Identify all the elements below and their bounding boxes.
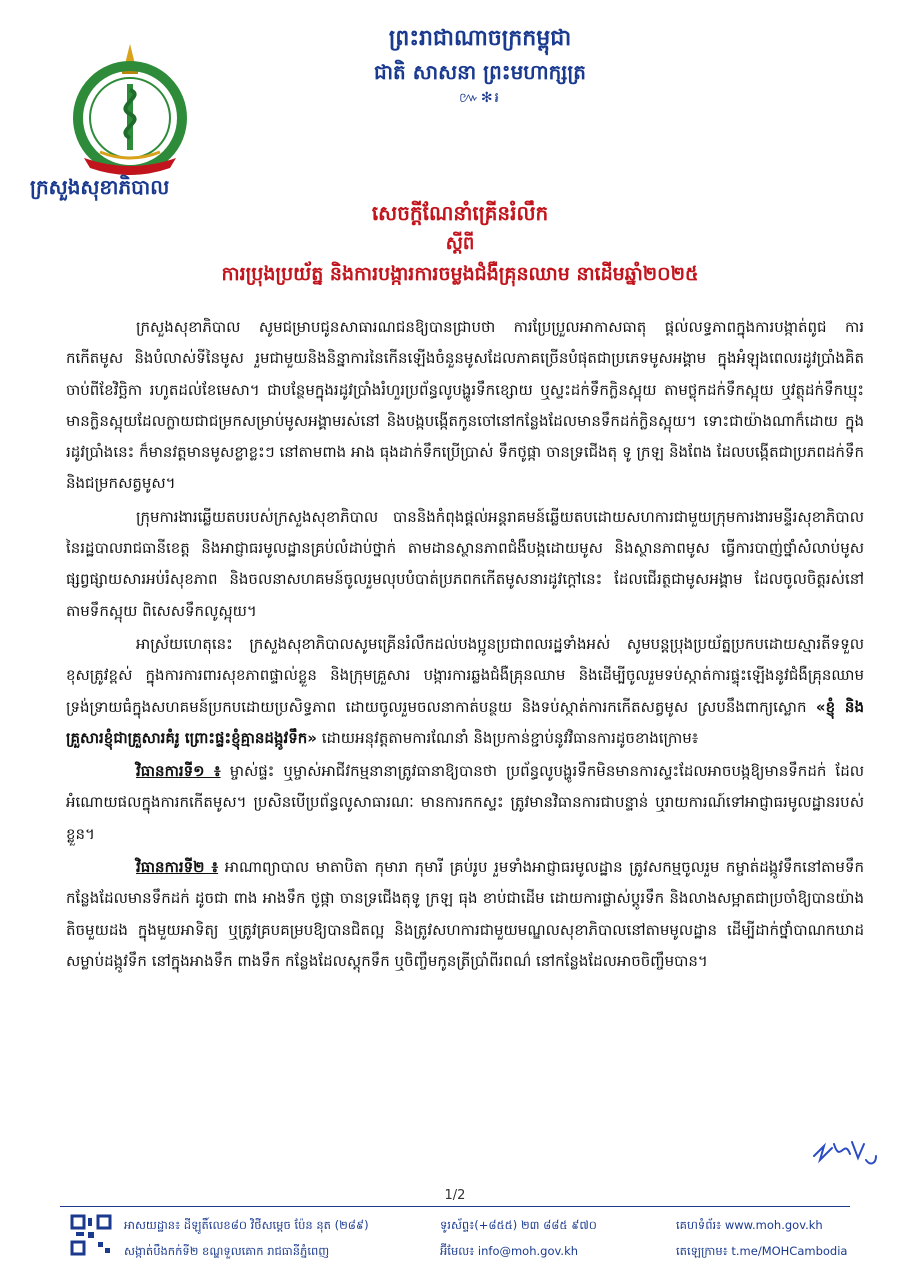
ministry-name: ក្រសួងសុខាភិបាល bbox=[30, 175, 170, 199]
handwritten-initials bbox=[810, 1134, 880, 1174]
paragraph-3-text: អាស្រ័យហេតុនេះ ក្រសួងសុខាភិបាលសូមគ្រើនរំលឹកដល់បងប្អូនប្រជាពលរដ្ឋទាំងអស់ សូមបន្តប្រុងប្រយ័ត្នប្រកបដោយស្មារតីទទួលខុសត្រូវខ្ពស់ ក្នុងការការពារសុខភាពផ្ទាល់ខ្លួន និងក្រុមគ្រួសារ បង្ការការឆ្លងជំងឺគ្រុនឈាម និងដើម្បីចូលរួមទប់ស្កាត់ការផ្ទុះឡើងនូវជំងឺគ្រុនឈាមទ្រង់ទ្រាយធំក្នុងសហគមន៍ប្រកបដោយប្រសិទ្ធភាព ដោយចូលរួមចលនាកាត់បន្ថយ និងទប់ស្កាត់ការកកើតសត្វមូស ស្របនឹងពាក្យស្លោក bbox=[66, 634, 864, 716]
document-subject-label: ស្ដីពី bbox=[445, 233, 475, 254]
footer-divider bbox=[60, 1206, 850, 1207]
ministry-logo-emblem bbox=[60, 40, 200, 180]
paragraph-1: ក្រសួងសុខាភិបាល សូមជម្រាបជូនសាធារណជនឱ្យបានជ្រាបថា ការប្រែប្រួលអាកាសធាតុ ផ្ដល់លទ្ធភាពក្នុងការបង្កាត់ពូជ ការកកើតមូស និងបំលាស់ទីនៃមូស រួមជាមួយនិងនិន្នាការនៃកើនឡើងចំនួនមូសដែលភាគច្រើនបំផុតជាប្រភេទមូសអង្គាម ក្នុងអំឡុងពេលរដូវប្រាំងគិតចាប់ពីខែវិច្ឆិកា រហូតដល់ខែមេសា។ ជាបន្ថែមក្នុងរដូវប្រាំងរំហួរប្រព័ន្ធលូបង្ហូរទឹកខ្សោយ ឬស្ទះដក់ទឹកក្លិនស្អុយ តាមថ្លុកដក់ទឹកស្អុយ ឬវត្ថុដក់ទឹកឃ្មុះមានក្លិនស្អុយដែលក្លាយជាជម្រកសម្រាប់មូសអង្គាមរស់នៅ និងបង្កបង្កើតកូនចៅនៅកន្លែងដែលមានទឹកដក់ក្លិនស្អុយ។ ទោះជាយ៉ាងណាក៏ដោយ ក្នុងរដូវប្រាំងនេះ ក៏មានវត្តមានមូសខ្លាខ្លះៗ នៅតាមពាង អាង ធុងដាក់ទឹកប្រើប្រាស់ ទឹកថូផ្កា ចានទ្រជើងតុ ទូ ក្រឡ និងពែង ដែលបង្កើតជាប្រភពដក់ទឹក និងជម្រកសត្វមូស។ bbox=[66, 318, 864, 493]
footer-contact bbox=[440, 1212, 597, 1264]
page-number: 1/2 bbox=[444, 1188, 466, 1203]
measure-1-label: វិធានការទី១ ៖ bbox=[136, 762, 221, 781]
document-title-block bbox=[120, 196, 800, 290]
paragraph-3 bbox=[66, 629, 864, 754]
kingdom-title: ព្រះរាជាណាចក្រកម្ពុជា bbox=[388, 26, 572, 51]
footer-address-line1: អាសយដ្ឋាន៖ ដីឡូតិ៍លេខ៨០ វិថីសម្ដេច ប៉ែន នុត (២៨៩) bbox=[124, 1218, 369, 1232]
footer-online bbox=[676, 1212, 847, 1264]
qr-code-icon bbox=[70, 1214, 112, 1256]
slogan: «ខ្ញុំ និងគ្រួសារខ្ញុំជាគ្រួសារគំរូ ព្រោះផ្ទះខ្ញុំគ្មានដង្កូវទឹក» bbox=[66, 697, 864, 747]
document-subject: ការប្រុងប្រយ័ត្ន និងការបង្ការការចម្លងជំងឺគ្រុនឈាម នាដើមឆ្នាំ២០២៥ bbox=[221, 263, 699, 285]
ornament-divider: ៚✻៛ bbox=[459, 90, 501, 106]
measure-1 bbox=[66, 756, 864, 850]
document-title: សេចក្ដីណែនាំគ្រើនរំលឹក bbox=[371, 201, 549, 225]
footer-telegram: តេឡេក្រាម៖ t.me/MOHCambodia bbox=[676, 1244, 848, 1258]
measure-1-text: ម្ចាស់ផ្ទះ ឬម្ចាស់អាជីវកម្មនានាត្រូវធានាឱ្យបានថា ប្រព័ន្ធលូបង្ហូរទឹកមិនមានការស្ទះដែលអាចបង្កឱ្យមានទឹកដក់ ដែលអំណោយផលក្នុងការកកើតមូស។ ប្រសិនបើប្រព័ន្ធលូសាធារណៈ មានការកកស្ទះ ត្រូវមានវិធានការជាបន្ទាន់ ឬរាយការណ៍ទៅអាជ្ញាធរមូលដ្ឋានរបស់ខ្លួន។ bbox=[66, 762, 864, 843]
document-body bbox=[66, 312, 864, 979]
measure-2-text: អាណាព្យាបាល មាតាបិតា កុមារា កុមារី គ្រប់រូប រួមទាំងអាជ្ញាធរមូលដ្ឋាន ត្រូវសកម្មចូលរួម កម្ចាត់ដង្កូវទឹកនៅតាមទឹកកន្លែងដែលមានទឹកដក់ ដូចជា ពាង អាងទឹក ថូផ្កា ចានទ្រជើងតុទូ ក្រឡ ធុង ខាប់ជាដើម ដោយការផ្លាស់ប្ដូរទឹក និងលាងសម្អាតជាប្រចាំឱ្យបានយ៉ាងតិចមួយដង ក្នុងមួយអាទិត្យ ឬត្រូវគ្របគម្របឱ្យបានជិតល្អ និងត្រូវសហការជាមួយមណ្ឌលសុខាភិបាលនៅតាមមូលដ្ឋាន ដើម្បីដាក់ថ្នាំបាណកឃាដសម្លាប់ដង្កូវទឹក នៅក្នុងអាងទឹក ពាងទឹក កន្លែងដែលស្ដុកទឹក ឬចិញ្ចឹមកូនត្រីប្រាំពីរពណ៌ នៅកន្លែងដែលអាចចិញ្ចឹមបាន។ bbox=[66, 858, 864, 970]
paragraph-2: ក្រុមការងារឆ្លើយតបរបស់ក្រសួងសុខាភិបាល បាននិងកំពុងផ្ដល់អន្តរាគមន៍ឆ្លើយតបដោយសហការជាមួយក្រុមការងារមន្ទីរសុខាភិបាលនៃរដ្ឋបាលរាជធានីខេត្ត និងអាជ្ញាធរមូលដ្ឋានគ្រប់លំដាប់ថ្នាក់ តាមដានស្ថានភាពជំងឺបង្កដោយមូស និងស្ថានភាពមូស ធ្វើការបាញ់ថ្នាំសំលាប់មូស ផ្សព្វផ្សាយសារអប់រំសុខភាព និងចលនាសហគមន៍ចូលរួមលុបបំបាត់ប្រភពកកើតមូសនារដូវក្ដៅនេះ ដែលជើរត្ថជាមូសអង្គាម ដែលចូលចិត្តរស់នៅតាមទឹកស្អុយ ពិសេសទឹកលូស្អុយ។ bbox=[66, 507, 864, 620]
national-motto: ជាតិ សាសនា ព្រះមហាក្សត្រ bbox=[374, 60, 586, 84]
footer-phone: ទូរស័ព្ទ៖(+៨៥៥) ២៣ ៨៨៥ ៩៧០ bbox=[440, 1218, 597, 1232]
footer-address-line2: សង្កាត់បឹងកក់ទី២ ខណ្ឌទួលគោក រាជធានីភ្នំពេញ bbox=[124, 1244, 330, 1258]
measure-2 bbox=[66, 852, 864, 977]
footer-website: គេហទំព័រ៖ www.moh.gov.kh bbox=[676, 1218, 823, 1232]
measure-2-label: វិធានការទី២ ៖ bbox=[136, 858, 219, 877]
footer-address bbox=[124, 1212, 369, 1264]
footer-email: អ៊ីមែល៖ info@moh.gov.kh bbox=[440, 1244, 579, 1258]
kingdom-header bbox=[300, 22, 660, 108]
paragraph-3-end: ដោយអនុវត្តតាមការណែនាំ និងប្រកាន់ខ្ជាប់នូវវិធានការដូចខាងក្រោម៖ bbox=[321, 728, 699, 747]
